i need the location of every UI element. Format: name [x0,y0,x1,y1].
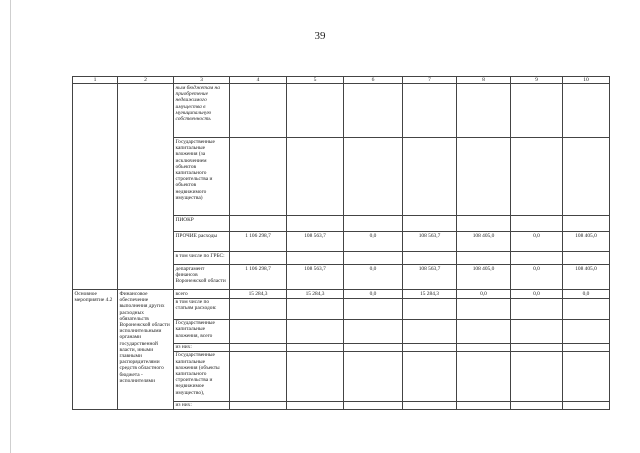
value-cell: 108 563,7 [403,232,457,252]
empty-cell [403,351,457,401]
empty-cell [457,401,511,409]
empty-cell [457,319,511,343]
empty-cell [457,252,511,265]
header-cell: 8 [457,77,511,84]
empty-cell [287,252,344,265]
empty-cell [563,252,610,265]
row-label: ПРОЧИЕ расходы [174,232,230,252]
empty-cell [230,84,287,138]
empty-cell [511,216,563,232]
value-cell: 15 284,3 [403,290,457,298]
header-cell: 1 [73,77,118,84]
empty-cell [287,84,344,138]
empty-cell [511,343,563,351]
empty-cell [403,343,457,351]
header-cell: 3 [174,77,230,84]
empty-cell [287,216,344,232]
empty-cell [563,343,610,351]
value-cell: 0,0 [511,265,563,290]
empty-cell [403,216,457,232]
empty-cell [511,252,563,265]
row-label: ПИОКР [174,216,230,232]
header-cell: 4 [230,77,287,84]
row-label: из них: [174,343,230,351]
header-cell: 6 [344,77,403,84]
empty-cell [457,216,511,232]
empty-cell [511,401,563,409]
empty-cell [457,343,511,351]
empty-cell [563,298,610,319]
empty-cell [344,319,403,343]
empty-cell [118,84,174,290]
empty-cell [344,84,403,138]
empty-cell [511,319,563,343]
header-cell: 9 [511,77,563,84]
empty-cell [230,216,287,232]
row-label: в том числе по статьям расходов: [174,298,230,319]
empty-cell [287,343,344,351]
measure-description: Финансовое обеспечение выполнения других расходных обязательств Воронежской области исполнительными органами государственной власти, иными главными распорядителями средств областного бюджета - исполнителями [118,290,174,410]
value-cell: 15 284,3 [287,290,344,298]
value-cell: 0,0 [344,290,403,298]
page-number: 39 [314,30,326,42]
row-label: Государственные капитальные вложения, всего [174,319,230,343]
row-label: департамент финансов Воронежской области [174,265,230,290]
value-cell: 0,0 [511,232,563,252]
table-row [73,84,610,138]
value-cell: 1 106 298,7 [230,265,287,290]
row-label: ным бюджетам на приобретение недвижимого имущества в муниципальную собственность [174,84,230,138]
empty-cell [563,138,610,216]
empty-cell [457,298,511,319]
empty-cell [344,216,403,232]
value-cell: 0,0 [511,290,563,298]
value-cell: 0,0 [344,232,403,252]
value-cell: 108 405,0 [563,265,610,290]
empty-cell [230,351,287,401]
empty-cell [344,351,403,401]
empty-cell [511,298,563,319]
empty-cell [511,84,563,138]
empty-cell [287,351,344,401]
empty-cell [344,298,403,319]
empty-cell [287,401,344,409]
value-cell: 108 405,0 [457,232,511,252]
empty-cell [344,401,403,409]
empty-cell [344,343,403,351]
empty-cell [344,138,403,216]
empty-cell [511,351,563,401]
row-label: Государственные капитальные вложения (за исключением объектов капитального строительства и объектов недвижимого имущества) [174,138,230,216]
empty-cell [287,319,344,343]
empty-cell [287,298,344,319]
empty-cell [403,138,457,216]
empty-cell [230,298,287,319]
table-row [73,290,610,298]
value-cell: 108 405,0 [457,265,511,290]
empty-cell [403,298,457,319]
budget-table [72,76,610,410]
empty-cell [230,401,287,409]
row-label: в том числе по ГРБС: [174,252,230,265]
value-cell: 15 284,3 [230,290,287,298]
header-cell: 5 [287,77,344,84]
empty-cell [230,319,287,343]
empty-cell [457,138,511,216]
header-cell: 10 [563,77,610,84]
empty-cell [403,401,457,409]
empty-cell [344,252,403,265]
value-cell: 1 106 298,7 [230,232,287,252]
value-cell: 108 405,0 [563,232,610,252]
value-cell: 108 563,7 [403,265,457,290]
header-cell: 2 [118,77,174,84]
header-row [73,77,610,84]
row-label: всего [174,290,230,298]
empty-cell [287,138,344,216]
empty-cell [511,138,563,216]
empty-cell [230,252,287,265]
empty-cell [403,84,457,138]
empty-cell [563,401,610,409]
empty-cell [230,343,287,351]
empty-cell [230,138,287,216]
scan-edge-mark [10,0,11,453]
value-cell: 0,0 [344,265,403,290]
empty-cell [563,216,610,232]
measure-label: Основное мероприятие 4.2 [73,290,118,410]
empty-cell [563,84,610,138]
empty-cell [457,84,511,138]
value-cell: 0,0 [563,290,610,298]
empty-cell [563,351,610,401]
value-cell: 0,0 [457,290,511,298]
empty-cell [403,319,457,343]
empty-cell [457,351,511,401]
empty-cell [563,319,610,343]
header-cell: 7 [403,77,457,84]
value-cell: 108 563,7 [287,265,344,290]
empty-cell [403,252,457,265]
empty-cell [73,84,118,290]
row-label: из них: [174,401,230,409]
value-cell: 108 563,7 [287,232,344,252]
row-label: Государственные капитальные вложения (объекты капитального строительства и недвижимое имущество), [174,351,230,401]
